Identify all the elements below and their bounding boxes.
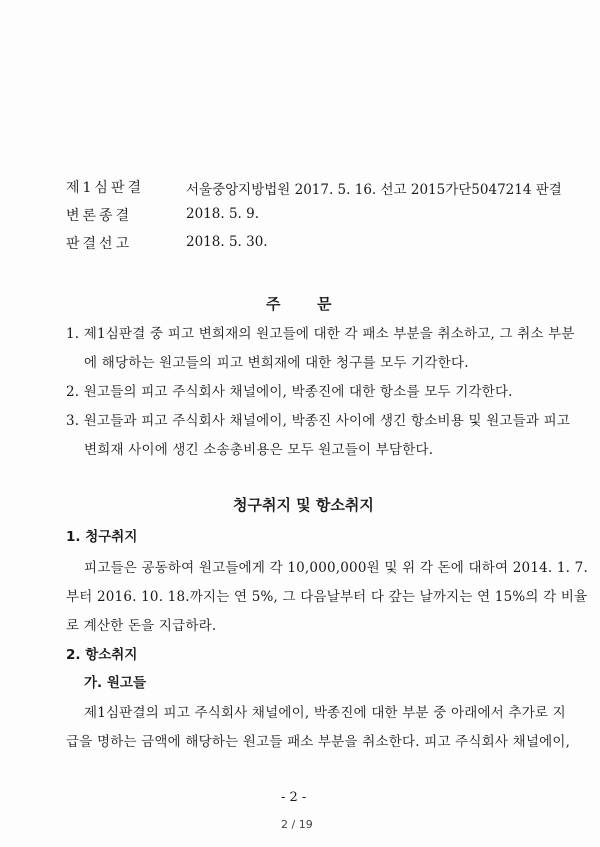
claims-subsection-a-line1: 제1심판결의 피고 주식회사 채널에이, 박종진에 대한 부분 중 아래에서 추가로 지 — [84, 705, 566, 721]
order-title: 주 문 — [266, 295, 332, 313]
order-item-1-line2: 에 해당하는 원고들의 피고 변희재에 대한 청구를 모두 기각한다. — [84, 355, 469, 371]
claims-section1-line2: 부터 2016. 10. 18.까지는 연 5%, 그 다음날부터 다 갚는 날까지는 연 15%의 각 비율 — [66, 589, 588, 605]
claims-section1-heading: 1. 청구취지 — [66, 529, 138, 545]
claims-subsection-a-heading: 가. 원고들 — [84, 675, 146, 691]
claims-section1-line1: 피고들은 공동하여 원고들에게 각 10,000,000원 및 위 각 돈에 대하여 2014. 1. 7. — [84, 560, 588, 576]
order-item-2-line1: 2. 원고들의 피고 주식회사 채널에이, 박종진에 대한 항소를 모두 기각한다. — [66, 384, 513, 400]
order-item-3-line2: 변희재 사이에 생긴 소송총비용은 모두 원고들이 부담한다. — [84, 442, 434, 458]
order-item-3-line1: 3. 원고들과 피고 주식회사 채널에이, 박종진 사이에 생긴 항소비용 및 원고들과 피고 — [66, 413, 571, 429]
claims-section2-heading: 2. 항소취지 — [66, 647, 138, 663]
judgment-value: 2018. 5. 30. — [186, 234, 268, 250]
first-instance-value: 서울중앙지방법원 2017. 5. 16. 선고 2015가단5047214 판결 — [186, 182, 562, 198]
closing-value: 2018. 5. 9. — [186, 206, 259, 222]
claims-subsection-a-line2: 급을 명하는 금액에 해당하는 원고들 패소 부분을 취소한다. 피고 주식회사 채널에이, — [66, 734, 571, 750]
order-item-1-line1: 1. 제1심판결 중 피고 변희재의 원고들에 대한 각 패소 부분을 취소하고, 그 취소 부분 — [66, 326, 575, 342]
claims-section1-line3: 로 계산한 돈을 지급하라. — [66, 618, 217, 634]
claims-title: 청구취지 및 항소취지 — [233, 496, 374, 514]
closing-label: 변론종결 — [66, 208, 133, 224]
judgment-label: 판결선고 — [66, 236, 133, 252]
first-instance-label: 제1심판결 — [66, 180, 145, 196]
page-indicator: 2 / 19 — [281, 818, 313, 831]
page-number: - 2 - — [281, 790, 307, 805]
